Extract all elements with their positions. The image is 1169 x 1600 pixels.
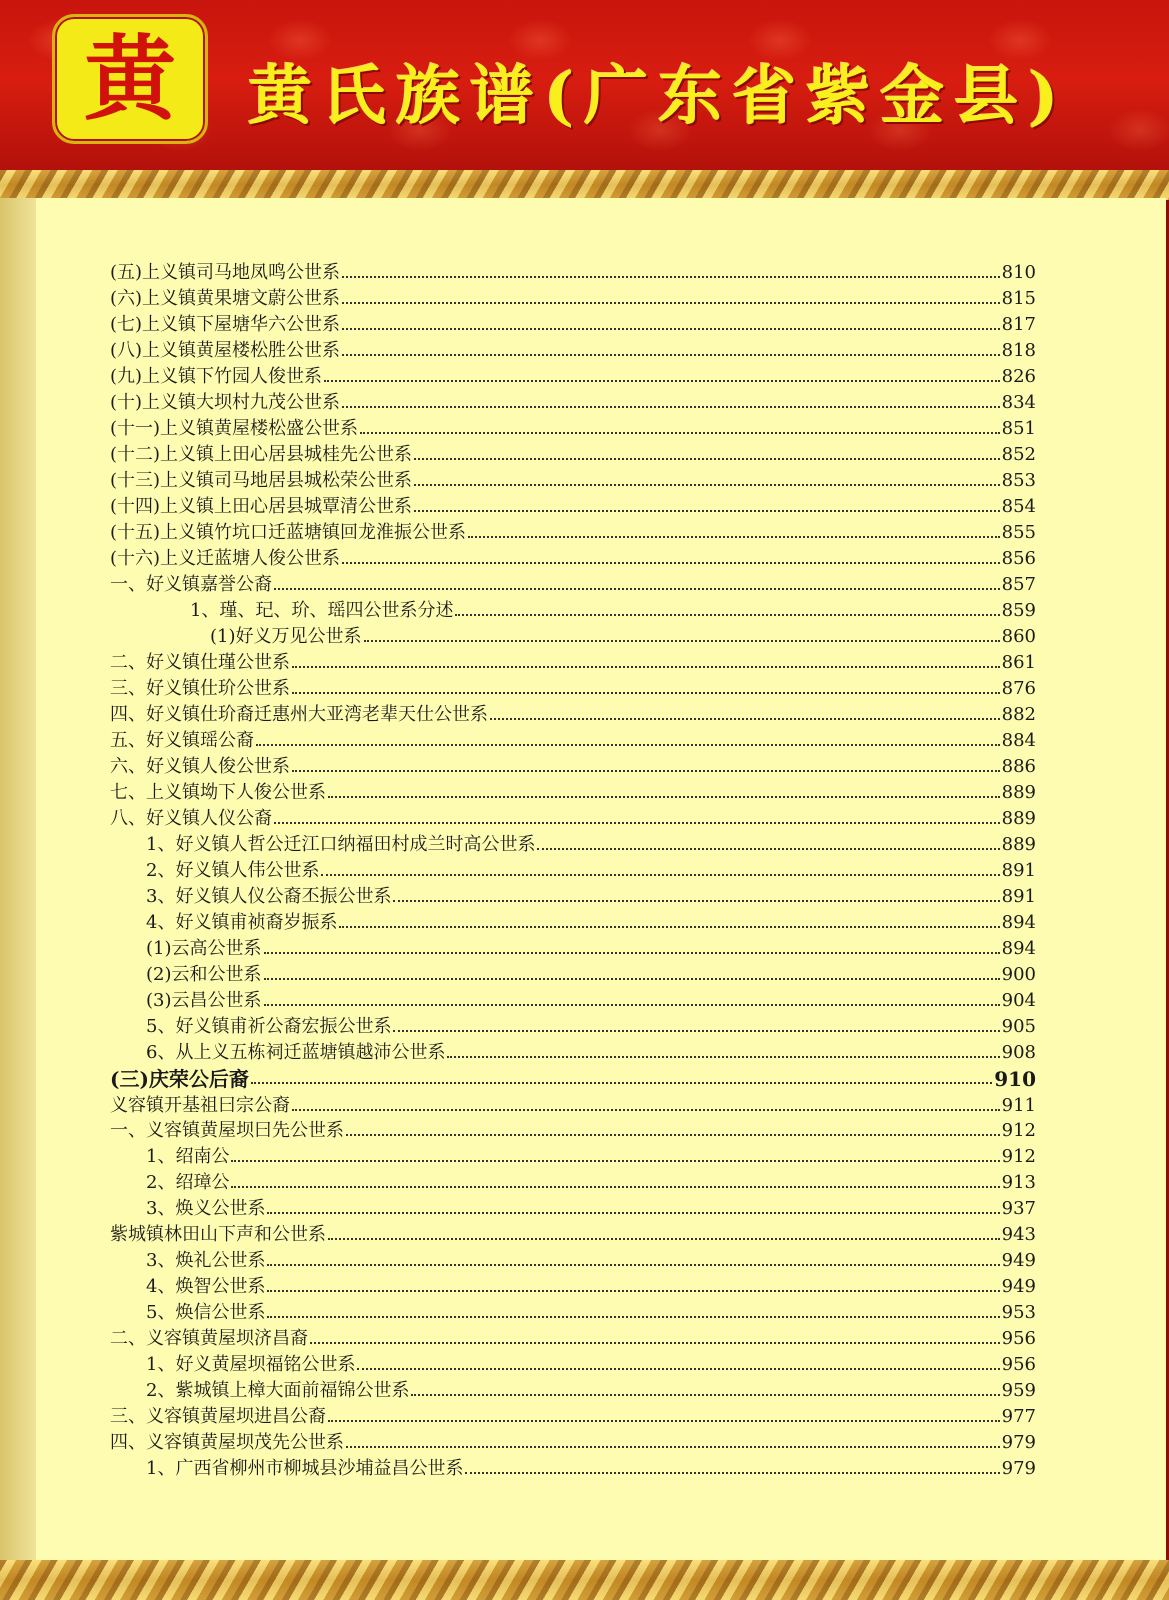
toc-entry-page: 913 [1001, 1172, 1036, 1193]
family-seal-logo [52, 14, 208, 144]
toc-entry-title: 1、瑾、玘、玠、瑶四公世系分述 [190, 600, 454, 621]
toc-entry-title: 义容镇开基祖曰宗公裔 [110, 1095, 290, 1116]
toc-entry[interactable] [110, 570, 1036, 596]
toc-entry[interactable] [110, 362, 1036, 388]
toc-entry[interactable] [110, 1402, 1036, 1428]
svg-text:黄: 黄 [83, 29, 177, 129]
toc-entry-page: 834 [1001, 392, 1036, 413]
header-banner [0, 0, 1169, 176]
toc-entry[interactable] [146, 1298, 1036, 1324]
toc-entry-page: 910 [994, 1067, 1036, 1091]
toc-entry-title: 1、好义镇人哲公迁江口纳福田村成兰时高公世系 [146, 834, 536, 855]
toc-leader-dots [328, 1420, 1000, 1422]
toc-entry-title: 一、义容镇黄屋坝曰先公世系 [110, 1120, 344, 1141]
toc-leader-dots [292, 692, 1000, 694]
toc-entry[interactable] [146, 1194, 1036, 1220]
toc-entry-title: 三、义容镇黄屋坝进昌公裔 [110, 1406, 326, 1427]
toc-entry-title: (1)好义万见公世系 [210, 626, 362, 647]
toc-entry[interactable] [146, 960, 1036, 986]
toc-entry-page: 889 [1001, 834, 1036, 855]
toc-entry[interactable] [110, 674, 1036, 700]
toc-leader-dots [264, 1004, 1000, 1006]
toc-entry[interactable] [146, 1272, 1036, 1298]
table-of-contents [36, 198, 1166, 1562]
toc-leader-dots [328, 796, 1000, 798]
toc-entry[interactable] [146, 856, 1036, 882]
toc-leader-dots [324, 380, 1000, 382]
toc-entry-page: 894 [1001, 912, 1036, 933]
toc-leader-dots [411, 1394, 999, 1396]
toc-entry-page: 943 [1001, 1224, 1036, 1245]
toc-leader-dots [342, 276, 1000, 278]
toc-entry-page: 905 [1001, 1016, 1036, 1037]
toc-entry-title: (十二)上义镇上田心居县城桂先公世系 [110, 444, 413, 465]
toc-leader-dots [357, 1368, 999, 1370]
toc-entry-page: 979 [1001, 1432, 1036, 1453]
toc-entry-title: 4、焕智公世系 [146, 1276, 266, 1297]
toc-entry-page: 876 [1001, 678, 1036, 699]
toc-entry[interactable] [110, 492, 1036, 518]
toc-entry-title: 五、好义镇瑶公裔 [110, 730, 254, 751]
toc-leader-dots [346, 1134, 1000, 1136]
toc-entry-page: 856 [1001, 548, 1036, 569]
bottom-gold-border [0, 1560, 1169, 1600]
toc-entry-page: 817 [1001, 314, 1036, 335]
toc-leader-dots [339, 926, 999, 928]
toc-entry-page: 855 [1001, 522, 1036, 543]
toc-entry[interactable] [110, 752, 1036, 778]
seal-glyph-icon [74, 29, 186, 129]
toc-leader-dots [274, 588, 1000, 590]
toc-leader-dots [292, 770, 1000, 772]
toc-entry-title: 六、好义镇人俊公世系 [110, 756, 290, 777]
toc-entry[interactable] [146, 1142, 1036, 1168]
toc-leader-dots [414, 484, 1000, 486]
toc-entry-title: (3)云昌公世系 [146, 990, 262, 1011]
toc-entry-title: 1、好义黄屋坝福铭公世系 [146, 1354, 356, 1375]
left-paper-edge [0, 198, 36, 1562]
toc-entry-title: (十五)上义镇竹坑口迁蓝塘镇回龙淮振公世系 [110, 522, 467, 543]
toc-entry-page: 956 [1001, 1354, 1036, 1375]
toc-entry-title: 四、义容镇黄屋坝茂先公世系 [110, 1432, 344, 1453]
toc-entry[interactable] [110, 310, 1036, 336]
toc-entry-title: (八)上义镇黄屋楼松胜公世系 [110, 340, 341, 361]
toc-entry-title: 5、好义镇甫祈公裔宏振公世系 [146, 1016, 392, 1037]
toc-entry-page: 857 [1001, 574, 1036, 595]
toc-leader-dots [292, 1109, 1000, 1111]
toc-entry[interactable] [190, 596, 1036, 622]
toc-entry[interactable] [110, 1064, 1036, 1090]
toc-entry-title: 3、焕礼公世系 [146, 1250, 266, 1271]
toc-entry[interactable] [146, 1246, 1036, 1272]
toc-entry-page: 852 [1001, 444, 1036, 465]
toc-entry[interactable] [110, 336, 1036, 362]
toc-entry-page: 884 [1001, 730, 1036, 751]
toc-leader-dots [364, 640, 1000, 642]
toc-entry[interactable] [146, 1376, 1036, 1402]
toc-entry[interactable] [110, 440, 1036, 466]
toc-entry-title: 2、好义镇人伟公世系 [146, 860, 320, 881]
toc-entry-page: 815 [1001, 288, 1036, 309]
toc-entry-title: (十)上义镇大坝村九茂公世系 [110, 392, 341, 413]
toc-entry[interactable] [110, 284, 1036, 310]
toc-entry[interactable] [110, 414, 1036, 440]
toc-entry-page: 889 [1001, 808, 1036, 829]
toc-entry[interactable] [110, 1428, 1036, 1454]
toc-leader-dots [393, 900, 999, 902]
toc-entry-title: (2)云和公世系 [146, 964, 262, 985]
toc-leader-dots [274, 822, 1000, 824]
toc-leader-dots [292, 666, 1000, 668]
toc-entry-title: (十三)上义镇司马地居县城松荣公世系 [110, 470, 413, 491]
toc-entry[interactable] [110, 388, 1036, 414]
toc-entry-page: 894 [1001, 938, 1036, 959]
toc-entry-page: 912 [1001, 1146, 1036, 1167]
toc-entry-title: 二、义容镇黄屋坝济昌裔 [110, 1328, 308, 1349]
toc-leader-dots [264, 952, 1000, 954]
toc-entry-page: 937 [1001, 1198, 1036, 1219]
toc-entry[interactable] [110, 648, 1036, 674]
toc-entry[interactable] [146, 934, 1036, 960]
toc-entry-title: 八、好义镇人仪公裔 [110, 808, 272, 829]
toc-entry-title: 3、焕义公世系 [146, 1198, 266, 1219]
toc-entry-title: (十一)上义镇黄屋楼松盛公世系 [110, 418, 359, 439]
toc-entry-page: 900 [1001, 964, 1036, 985]
toc-leader-dots [231, 1186, 999, 1188]
toc-entry-page: 860 [1001, 626, 1036, 647]
toc-entry[interactable] [146, 1012, 1036, 1038]
toc-entry-page: 810 [1001, 262, 1036, 283]
toc-entry-page: 853 [1001, 470, 1036, 491]
toc-entry-title: 七、上义镇坳下人俊公世系 [110, 782, 326, 803]
toc-leader-dots [264, 978, 1000, 980]
toc-entry-page: 908 [1001, 1042, 1036, 1063]
toc-leader-dots [537, 848, 999, 850]
toc-entry-title: (六)上义镇黄果塘文蔚公世系 [110, 288, 341, 309]
toc-entry-page: 886 [1001, 756, 1036, 777]
toc-entry-title: (七)上义镇下屋塘华六公世系 [110, 314, 341, 335]
toc-entry-title: 5、焕信公世系 [146, 1302, 266, 1323]
toc-entry-title: 2、绍璋公 [146, 1172, 230, 1193]
toc-leader-dots [455, 614, 999, 616]
toc-leader-dots [360, 432, 1000, 434]
toc-entry-page: 949 [1001, 1250, 1036, 1271]
toc-entry-title: 3、好义镇人仪公裔丕振公世系 [146, 886, 392, 907]
toc-entry-title: 1、广西省柳州市柳城县沙埔益昌公世系 [146, 1458, 464, 1479]
toc-entry[interactable] [146, 830, 1036, 856]
toc-leader-dots [465, 1472, 999, 1474]
content-page [36, 198, 1166, 1562]
toc-entry-page: 851 [1001, 418, 1036, 439]
toc-entry[interactable] [110, 544, 1036, 570]
toc-leader-dots [342, 302, 1000, 304]
toc-entry[interactable] [146, 882, 1036, 908]
toc-entry[interactable] [146, 1168, 1036, 1194]
toc-entry[interactable] [110, 778, 1036, 804]
toc-entry[interactable] [110, 518, 1036, 544]
toc-entry-page: 854 [1001, 496, 1036, 517]
toc-leader-dots [251, 1082, 992, 1084]
toc-entry-page: 953 [1001, 1302, 1036, 1323]
toc-entry-title: (三)庆荣公后裔 [110, 1067, 249, 1091]
toc-entry[interactable] [110, 804, 1036, 830]
toc-entry-page: 979 [1001, 1458, 1036, 1479]
toc-entry[interactable] [110, 1116, 1036, 1142]
toc-entry[interactable] [146, 1038, 1036, 1064]
toc-entry-title: 紫城镇林田山下声和公世系 [110, 1224, 326, 1245]
toc-entry[interactable] [146, 908, 1036, 934]
toc-leader-dots [414, 510, 1000, 512]
toc-entry-page: 818 [1001, 340, 1036, 361]
toc-entry-page: 904 [1001, 990, 1036, 1011]
toc-leader-dots [231, 1160, 999, 1162]
toc-entry[interactable] [110, 1220, 1036, 1246]
toc-entry-title: 四、好义镇仕玠裔迁惠州大亚湾老辈天仕公世系 [110, 704, 488, 725]
top-gold-border [0, 170, 1169, 200]
toc-entry-page: 889 [1001, 782, 1036, 803]
toc-entry-page: 956 [1001, 1328, 1036, 1349]
toc-entry-page: 882 [1001, 704, 1036, 725]
toc-entry[interactable] [210, 622, 1036, 648]
toc-entry-title: 2、紫城镇上樟大面前福锦公世系 [146, 1380, 410, 1401]
toc-leader-dots [342, 354, 1000, 356]
toc-entry[interactable] [110, 700, 1036, 726]
toc-entry-title: (十六)上义迁蓝塘人俊公世系 [110, 548, 341, 569]
toc-entry[interactable] [146, 986, 1036, 1012]
toc-entry-title: (五)上义镇司马地凤鸣公世系 [110, 262, 341, 283]
toc-leader-dots [267, 1316, 999, 1318]
toc-entry-page: 959 [1001, 1380, 1036, 1401]
toc-entry-title: 1、绍南公 [146, 1146, 230, 1167]
toc-leader-dots [310, 1342, 1000, 1344]
toc-entry-page: 891 [1001, 886, 1036, 907]
toc-leader-dots [256, 744, 1000, 746]
toc-leader-dots [342, 328, 1000, 330]
toc-entry-title: (十四)上义镇上田心居县城覃清公世系 [110, 496, 413, 517]
toc-entry[interactable] [110, 466, 1036, 492]
toc-entry-page: 911 [1001, 1095, 1036, 1116]
toc-entry-page: 977 [1001, 1406, 1036, 1427]
toc-entry-page: 891 [1001, 860, 1036, 881]
toc-entry-title: (九)上义镇下竹园人俊世系 [110, 366, 323, 387]
toc-entry[interactable] [110, 258, 1036, 284]
toc-leader-dots [447, 1056, 999, 1058]
toc-leader-dots [393, 1030, 999, 1032]
toc-leader-dots [342, 406, 1000, 408]
toc-leader-dots [267, 1290, 999, 1292]
toc-leader-dots [490, 718, 1000, 720]
toc-leader-dots [267, 1264, 999, 1266]
toc-entry-title: 三、好义镇仕玠公世系 [110, 678, 290, 699]
toc-entry[interactable] [110, 726, 1036, 752]
toc-leader-dots [414, 458, 1000, 460]
toc-entry-page: 949 [1001, 1276, 1036, 1297]
toc-entry[interactable] [110, 1324, 1036, 1350]
toc-entry-page: 912 [1001, 1120, 1036, 1141]
toc-leader-dots [346, 1446, 1000, 1448]
toc-entry-page: 861 [1001, 652, 1036, 673]
toc-entry-page: 826 [1001, 366, 1036, 387]
toc-entry-title: (1)云高公世系 [146, 938, 262, 959]
toc-entry[interactable] [146, 1454, 1036, 1480]
toc-leader-dots [342, 562, 1000, 564]
page-title: 黄氏族谱(广东省紫金县) [248, 59, 1069, 134]
toc-leader-dots [321, 874, 999, 876]
toc-leader-dots [267, 1212, 999, 1214]
toc-entry[interactable] [110, 1091, 1036, 1117]
toc-entry-title: 一、好义镇嘉誉公裔 [110, 574, 272, 595]
toc-entry-page: 859 [1001, 600, 1036, 621]
toc-entry-title: 二、好义镇仕瑾公世系 [110, 652, 290, 673]
toc-entry-title: 6、从上义五栋祠迁蓝塘镇越沛公世系 [146, 1042, 446, 1063]
toc-entry-title: 4、好义镇甫祯裔岁振系 [146, 912, 338, 933]
toc-entry[interactable] [146, 1350, 1036, 1376]
toc-leader-dots [328, 1238, 1000, 1240]
toc-leader-dots [468, 536, 1000, 538]
